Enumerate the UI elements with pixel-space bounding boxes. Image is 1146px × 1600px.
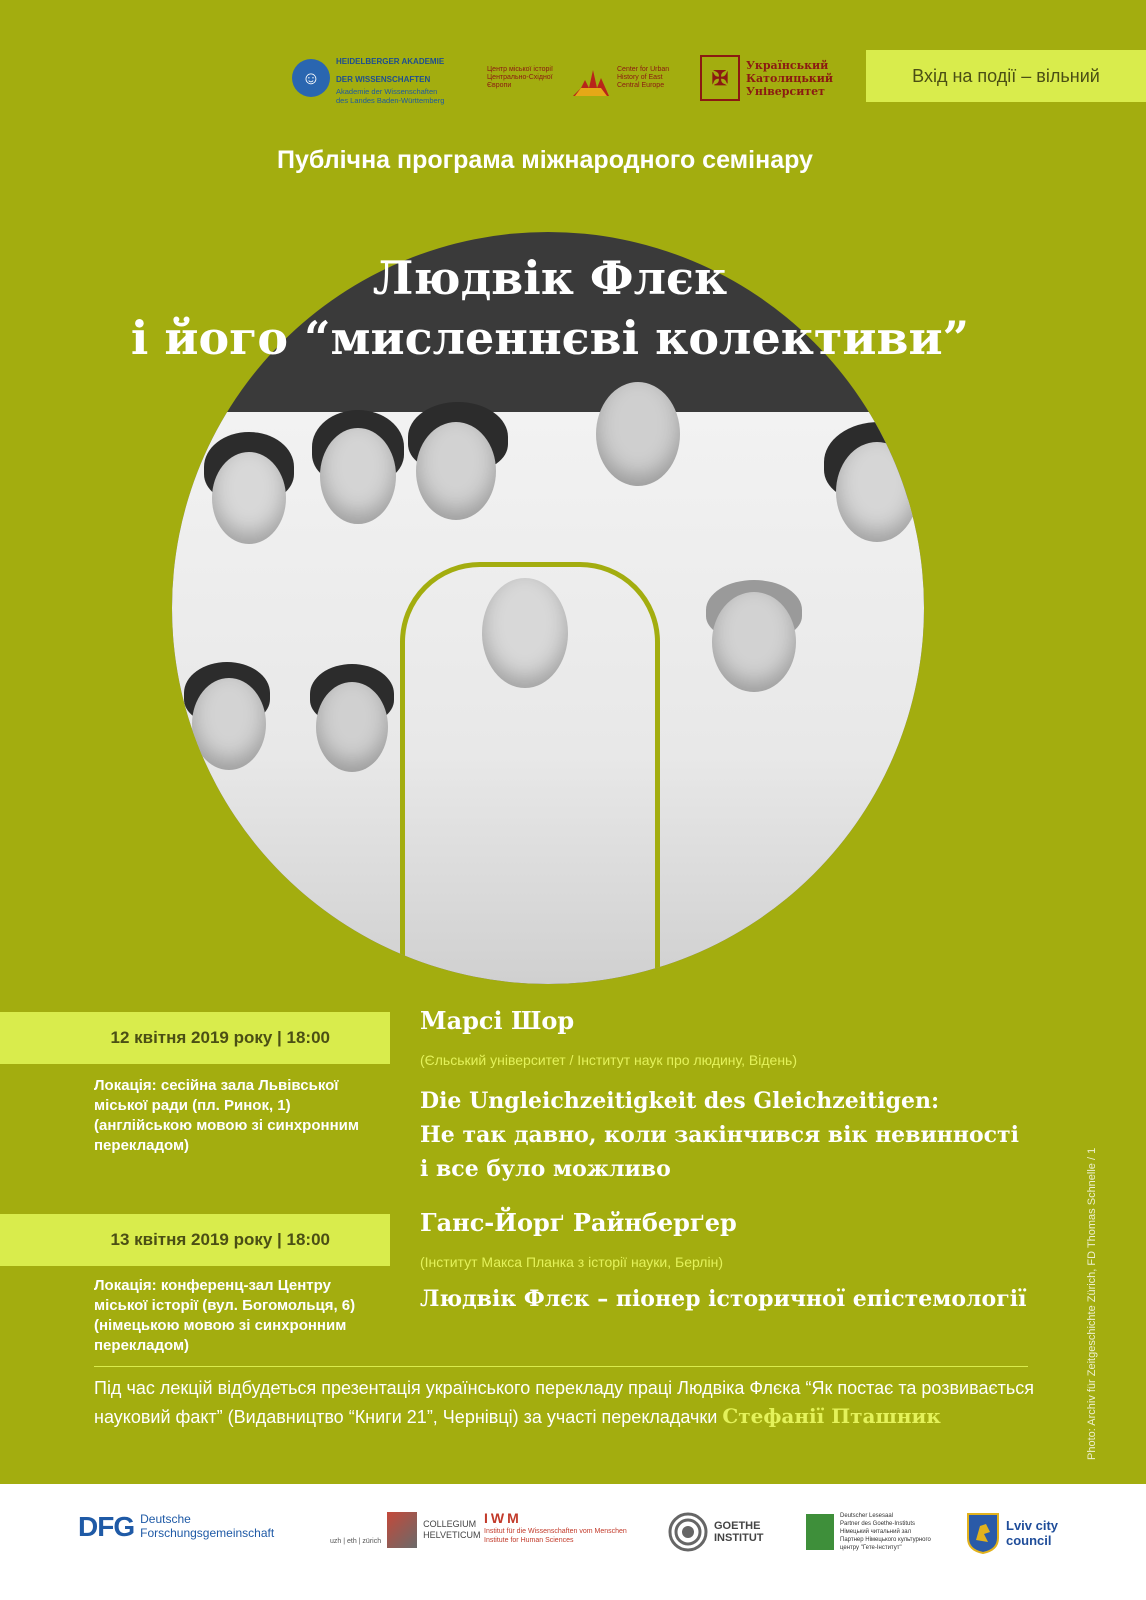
heidelberg-name-2: DER WISSENSCHAFTEN <box>336 75 431 84</box>
event-1-location <box>94 1076 384 1156</box>
event-2-location-label: Локація: <box>94 1277 157 1294</box>
photo-figure <box>320 428 396 524</box>
dfg-mark: DFG <box>78 1510 135 1542</box>
dfg-line-2: Forschungsgemeinschaft <box>140 1526 275 1540</box>
event-2-talk-line-1: Людвік Флєк – піонер історичної епістемології <box>420 1286 1027 1312</box>
collegium-line-1: COLLEGIUM <box>423 1519 477 1529</box>
photo-credit: Photo: Archiv für Zeitgeschichte Zürich, FD Thomas Schnelle / 1 <box>1086 1147 1098 1460</box>
note-text: Під час лекцій відбудеться презентація українського перекладу праці Людвіка Флєка “Як постає та розвивається науковий факт” (Видавництво “Книги 21”, Чернівці) за участі перекладачки <box>94 1378 1035 1427</box>
photo-figure <box>712 592 796 692</box>
heidelberg-sub-2: des Landes Baden-Württemberg <box>336 96 445 105</box>
free-entry-badge: Вхід на події – вільний <box>866 50 1146 102</box>
divider <box>94 1366 1028 1367</box>
dfg-line-1: Deutsche <box>140 1512 191 1526</box>
collegium-small: uzh | eth | zürich <box>330 1538 382 1545</box>
event-2-date: 13 квітня 2019 року | 18:00 <box>0 1214 390 1266</box>
translator-name: Стефанії Пташник <box>722 1404 941 1428</box>
goethe-institut-logo <box>668 1512 764 1552</box>
subtitle: Публічна програма міжнародного семінару <box>277 146 813 174</box>
event-2-speaker: Ганс-Йорґ Райнберґер <box>420 1208 737 1237</box>
iwm-line-2: Institute for Human Sciences <box>484 1537 574 1544</box>
event-2-affiliation: (Інститут Макса Планка з історії науки, Берлін) <box>420 1254 723 1270</box>
collegium-building-icon <box>387 1512 417 1548</box>
event-1-talk-line-3: і все було можливо <box>420 1156 671 1182</box>
event-1-affiliation: (Єльський університет / Інститут наук про людину, Відень) <box>420 1052 798 1068</box>
lesesaal-line-1: Deutscher Lesesaal <box>840 1513 894 1519</box>
photo-figure <box>836 442 918 542</box>
ucu-line-2: Католицький <box>746 71 834 85</box>
ucu-line-1: Український <box>746 58 829 72</box>
lesesaal-line-4: Партнер Німецького культурного центру "Гете-Інститут" <box>840 1537 931 1551</box>
iwm-mark: IWM <box>484 1510 522 1526</box>
lesesaal-line-2: Partner des Goethe-Instituts <box>840 1521 916 1527</box>
lviv-city-council-logo <box>966 1512 1058 1554</box>
lviv-line-1: Lviv city <box>1006 1518 1059 1533</box>
goethe-line-1: GOETHE <box>714 1520 761 1532</box>
city-skyline-icon <box>571 58 611 98</box>
center-logo-en: Center for Urban History of East Central Europe <box>617 66 670 89</box>
event-1-talk-line-1: Die Ungleichzeitigkeit des Gleichzeitigen: <box>420 1088 940 1114</box>
event-2-location <box>94 1276 384 1356</box>
center-logo-ua: Центр міської історії Центрально-Східної Європи <box>487 66 553 89</box>
deutscher-lesesaal-logo <box>806 1512 950 1552</box>
event-1-location-text: сесійна зала Львівської міської ради (пл. Ринок, 1) (англійською мовою зі синхронним перекладом) <box>94 1077 359 1154</box>
main-title-line-1: Людвік Флєк <box>372 251 728 305</box>
lesesaal-line-3: Німецький читальний зал <box>840 1529 912 1535</box>
ucu-emblem-icon: ✠ <box>700 55 740 101</box>
photo-figure <box>416 422 496 520</box>
photo-figure <box>316 682 388 772</box>
event-1-speaker: Марсі Шор <box>420 1006 575 1035</box>
goethe-line-2: INSTITUT <box>714 1532 764 1544</box>
iwm-line-1: Institut für die Wissenschaften vom Menschen <box>484 1528 627 1535</box>
main-title-line-2: і його “мисленнєві колективи” <box>130 311 970 365</box>
lesesaal-book-icon <box>806 1514 834 1550</box>
collegium-helveticum-logo <box>330 1512 480 1548</box>
ucu-logo <box>700 54 833 102</box>
photo-figure <box>596 382 680 486</box>
photo-figure <box>192 678 266 770</box>
event-1-date: 12 квітня 2019 року | 18:00 <box>0 1012 390 1064</box>
event-1-location-label: Локація: <box>94 1077 157 1094</box>
heidelberg-portrait-icon: ☺ <box>292 59 330 97</box>
heidelberg-name-1: HEIDELBERGER AKADEMIE <box>336 57 445 66</box>
goethe-circle-icon <box>668 1512 708 1552</box>
photo-figure <box>212 452 286 544</box>
ucu-line-3: Університет <box>746 84 825 98</box>
lviv-line-2: council <box>1006 1533 1052 1548</box>
collegium-line-2: HELVETICUM <box>423 1530 481 1540</box>
iwm-logo <box>484 1512 627 1545</box>
dfg-logo <box>78 1512 274 1540</box>
heidelberg-sub-1: Akademie der Wissenschaften <box>336 87 438 96</box>
heidelberg-academy-logo <box>292 54 445 105</box>
lviv-coat-of-arms-icon <box>966 1512 1000 1554</box>
translation-note <box>94 1374 1054 1431</box>
center-urban-history-logo <box>487 54 687 102</box>
event-2-location-text: конференц-зал Центру міської історії (вул. Богомольця, 6) (німецькою мовою зі синхронним перекладом) <box>94 1277 356 1354</box>
fleck-portrait <box>482 578 568 688</box>
event-1-talk-line-2: Не так давно, коли закінчився вік невинності <box>420 1122 1020 1148</box>
